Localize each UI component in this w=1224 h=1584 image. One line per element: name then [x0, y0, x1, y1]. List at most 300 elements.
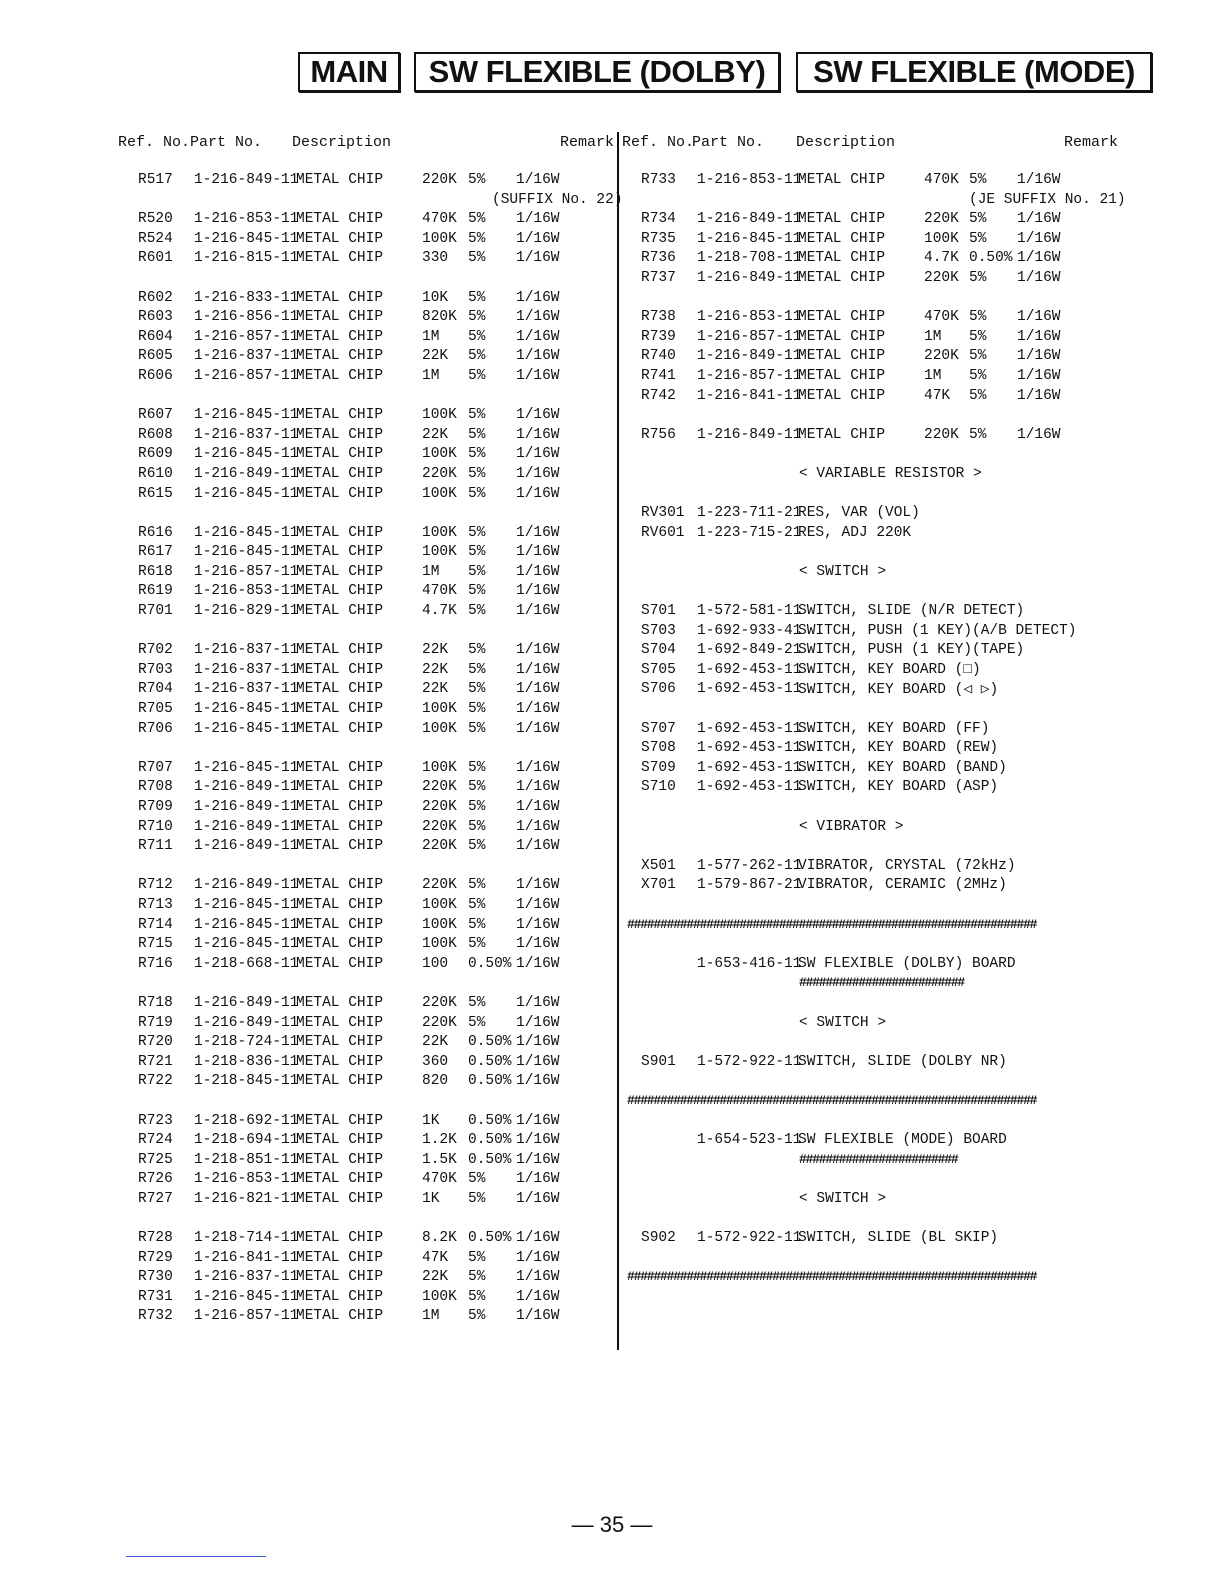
wattage: 1/16W — [516, 936, 560, 953]
part-no: 1-218-708-11 — [697, 250, 802, 267]
tolerance: 5% — [468, 348, 486, 365]
ref-no: R616 — [138, 524, 173, 541]
tolerance: 0.50% — [468, 1132, 512, 1149]
ref-no: RV601 — [641, 524, 685, 541]
value: 220K — [422, 818, 457, 835]
description: METAL CHIP — [296, 485, 384, 502]
tolerance: 5% — [468, 1288, 486, 1305]
ref-no: R701 — [138, 603, 173, 620]
part-no: 1-216-853-11 — [194, 211, 299, 228]
tolerance: 5% — [468, 1171, 486, 1188]
description: METAL CHIP — [296, 1269, 384, 1286]
value: 220K — [422, 994, 457, 1011]
part-row — [0, 603, 617, 623]
value: 1M — [924, 367, 942, 384]
ref-no: R610 — [138, 465, 173, 482]
tolerance: 0.50% — [468, 1073, 512, 1090]
wattage: 1/16W — [516, 446, 560, 463]
page-number: — 35 — — [571, 1512, 653, 1537]
part-row — [0, 290, 617, 310]
wattage: 1/16W — [516, 1053, 560, 1070]
part-row — [619, 858, 1224, 878]
ref-no: R714 — [138, 916, 173, 933]
description: METAL CHIP — [296, 896, 384, 913]
description: SWITCH, KEY BOARD (BAND) — [798, 759, 1007, 776]
ref-no: R606 — [138, 367, 173, 384]
part-row — [0, 1132, 617, 1152]
part-no: 1-216-845-11 — [194, 759, 299, 776]
row-spacer — [619, 838, 1224, 858]
row-spacer — [619, 936, 1224, 956]
tolerance: 5% — [969, 172, 987, 188]
ref-no: R731 — [138, 1288, 173, 1305]
ref-no: R618 — [138, 563, 173, 580]
description: METAL CHIP — [296, 759, 384, 776]
tolerance: 5% — [468, 818, 486, 835]
wattage: 1/16W — [516, 994, 560, 1011]
wattage: 1/16W — [516, 642, 560, 659]
ref-no: S901 — [641, 1053, 676, 1070]
description: SWITCH, KEY BOARD (◁ ▷) — [798, 682, 999, 699]
value: 1M — [422, 328, 440, 345]
tolerance: 5% — [468, 1190, 486, 1207]
value: 100K — [422, 1288, 457, 1305]
part-no: 1-216-849-11 — [194, 818, 299, 835]
ref-no: R706 — [138, 720, 173, 737]
value: 100K — [422, 544, 457, 561]
value: 1K — [422, 1190, 440, 1207]
description: METAL CHIP — [296, 1288, 384, 1305]
part-no: 1-216-845-11 — [194, 524, 299, 541]
ref-no: R704 — [138, 681, 173, 698]
value: 100K — [422, 407, 457, 424]
part-no: 1-216-849-11 — [697, 269, 802, 286]
part-row — [619, 427, 1224, 447]
value: 100K — [422, 936, 457, 953]
parts-list-left — [0, 172, 623, 1328]
tolerance: 5% — [468, 994, 486, 1011]
part-row — [0, 701, 617, 721]
row-spacer — [619, 897, 1224, 917]
ref-no: R615 — [138, 485, 173, 502]
part-row — [0, 544, 617, 564]
wattage: 1/16W — [516, 661, 560, 678]
board-description: SW FLEXIBLE (MODE) BOARD — [798, 1132, 1007, 1149]
header-part-no: Part No. — [190, 134, 263, 151]
wattage: 1/16W — [516, 544, 560, 561]
board-underline-hashes: ######################### — [799, 975, 965, 991]
ref-no: R725 — [138, 1151, 173, 1168]
part-row — [0, 760, 617, 780]
description: METAL CHIP — [798, 426, 886, 443]
header-ref-no: Ref. No. — [622, 134, 695, 151]
tolerance: 0.50% — [969, 250, 1013, 267]
ref-no: R602 — [138, 289, 173, 306]
wattage: 1/16W — [1017, 309, 1061, 326]
part-row — [0, 564, 617, 584]
part-row — [619, 623, 1224, 643]
description: VIBRATOR, CERAMIC (2MHz) — [798, 877, 1007, 894]
description: SWITCH, PUSH (1 KEY)(A/B DETECT) — [798, 622, 1077, 639]
part-row — [0, 1230, 617, 1250]
ref-no: R711 — [138, 838, 173, 855]
part-no: 1-216-845-11 — [194, 916, 299, 933]
description: METAL CHIP — [296, 348, 384, 365]
part-no: 1-216-857-11 — [194, 328, 299, 345]
board-underline-hashes: ######################## — [799, 1151, 958, 1167]
value: 470K — [924, 172, 959, 188]
description: SWITCH, SLIDE (DOLBY NR) — [798, 1053, 1007, 1070]
tolerance: 5% — [468, 563, 486, 580]
separator-row — [619, 1093, 1224, 1113]
wattage: 1/16W — [516, 1308, 560, 1325]
description: METAL CHIP — [296, 1014, 384, 1031]
ref-no: R524 — [138, 230, 173, 247]
description: SWITCH, SLIDE (BL SKIP) — [798, 1230, 999, 1247]
wattage: 1/16W — [1017, 211, 1061, 228]
description: METAL CHIP — [296, 818, 384, 835]
part-no: 1-216-845-11 — [194, 485, 299, 502]
wattage: 1/16W — [516, 465, 560, 482]
part-row — [0, 838, 617, 858]
value: 22K — [422, 348, 449, 365]
board-part-no: 1-654-523-11 — [697, 1132, 802, 1149]
part-no: 1-216-821-11 — [194, 1190, 299, 1207]
section-heading-label: < VARIABLE RESISTOR > — [799, 465, 982, 482]
row-spacer — [619, 1210, 1224, 1230]
wattage: 1/16W — [516, 583, 560, 600]
tolerance: 0.50% — [468, 1034, 512, 1051]
tolerance: 5% — [468, 642, 486, 659]
part-row — [619, 348, 1224, 368]
part-row — [0, 1171, 617, 1191]
description: METAL CHIP — [296, 426, 384, 443]
title-main: MAIN — [298, 52, 400, 92]
part-row — [619, 505, 1224, 525]
part-row — [0, 1073, 617, 1093]
value: 1.5K — [422, 1151, 457, 1168]
header-remark: Remark — [560, 134, 615, 151]
description: METAL CHIP — [296, 1112, 384, 1129]
ref-no: S709 — [641, 759, 676, 776]
remark-note — [0, 191, 623, 212]
description: METAL CHIP — [798, 211, 886, 228]
row-spacer — [0, 270, 617, 290]
value: 22K — [422, 681, 449, 698]
tolerance: 0.50% — [468, 1151, 512, 1168]
separator-row — [619, 917, 1224, 937]
part-no: 1-692-453-11 — [697, 720, 802, 737]
part-row — [0, 681, 617, 701]
description: METAL CHIP — [798, 250, 886, 267]
row-spacer — [619, 290, 1224, 310]
part-row — [0, 583, 617, 603]
wattage: 1/16W — [516, 1288, 560, 1305]
ref-no: R715 — [138, 936, 173, 953]
wattage: 1/16W — [1017, 328, 1061, 345]
value: 470K — [422, 583, 457, 600]
ref-no: R736 — [641, 250, 676, 267]
value: 47K — [924, 387, 951, 404]
board-heading — [619, 956, 1224, 976]
part-no: 1-216-837-11 — [194, 661, 299, 678]
ref-no: R709 — [138, 799, 173, 815]
tolerance: 5% — [468, 799, 486, 815]
tolerance: 5% — [468, 896, 486, 913]
tolerance: 5% — [969, 367, 987, 384]
part-row — [0, 1113, 617, 1133]
value: 100K — [422, 230, 457, 247]
part-no: 1-216-857-11 — [697, 367, 802, 384]
tolerance: 5% — [468, 446, 486, 463]
part-no: 1-218-668-11 — [194, 955, 299, 972]
part-no: 1-216-845-11 — [697, 230, 802, 247]
wattage: 1/16W — [516, 877, 560, 894]
tolerance: 5% — [969, 328, 987, 345]
part-no: 1-216-853-11 — [697, 309, 802, 326]
description: METAL CHIP — [296, 603, 384, 620]
part-row — [619, 1230, 1224, 1250]
ref-no: R712 — [138, 877, 173, 894]
part-no: 1-216-849-11 — [194, 465, 299, 482]
part-row — [0, 721, 617, 741]
part-no: 1-692-453-11 — [697, 681, 802, 698]
part-row — [0, 250, 617, 270]
row-spacer — [619, 1250, 1224, 1270]
description: METAL CHIP — [798, 367, 886, 384]
part-no: 1-216-845-11 — [194, 446, 299, 463]
tolerance: 0.50% — [468, 955, 512, 972]
part-no: 1-216-856-11 — [194, 309, 299, 326]
description: METAL CHIP — [296, 563, 384, 580]
part-row — [0, 1308, 617, 1328]
wattage: 1/16W — [516, 328, 560, 345]
ref-no: R728 — [138, 1230, 173, 1247]
section-heading — [619, 1015, 1224, 1035]
part-row — [0, 819, 617, 839]
value: 220K — [924, 269, 959, 286]
wattage: 1/16W — [1017, 387, 1061, 404]
value: 100K — [422, 759, 457, 776]
ref-no: S706 — [641, 681, 676, 698]
value: 1.2K — [422, 1132, 457, 1149]
description: METAL CHIP — [296, 1171, 384, 1188]
wattage: 1/16W — [1017, 367, 1061, 384]
description: METAL CHIP — [296, 407, 384, 424]
section-heading — [619, 564, 1224, 584]
part-no: 1-218-845-11 — [194, 1073, 299, 1090]
part-row — [619, 662, 1224, 682]
tolerance: 5% — [969, 211, 987, 228]
value: 100K — [422, 524, 457, 541]
value: 470K — [422, 211, 457, 228]
value: 47K — [422, 1249, 449, 1266]
value: 470K — [924, 309, 959, 326]
wattage: 1/16W — [516, 1230, 560, 1247]
description: METAL CHIP — [296, 838, 384, 855]
ref-no: R609 — [138, 446, 173, 463]
value: 220K — [422, 465, 457, 482]
value: 1M — [422, 1308, 440, 1325]
part-no: 1-218-714-11 — [194, 1230, 299, 1247]
wattage: 1/16W — [516, 818, 560, 835]
ref-no: R604 — [138, 328, 173, 345]
tolerance: 5% — [468, 681, 486, 698]
part-no: 1-223-715-21 — [697, 524, 802, 541]
value: 220K — [924, 348, 959, 365]
ref-no: R726 — [138, 1171, 173, 1188]
part-no: 1-572-922-11 — [697, 1230, 802, 1247]
part-no: 1-216-849-11 — [697, 348, 802, 365]
tolerance: 5% — [969, 230, 987, 247]
header-description: Description — [796, 134, 896, 151]
wattage: 1/16W — [516, 916, 560, 933]
part-row — [619, 721, 1224, 741]
description: METAL CHIP — [296, 642, 384, 659]
value: 100K — [422, 896, 457, 913]
value: 22K — [422, 426, 449, 443]
description: METAL CHIP — [296, 172, 384, 188]
row-spacer — [619, 407, 1224, 427]
part-no: 1-216-845-11 — [194, 544, 299, 561]
tolerance: 5% — [468, 661, 486, 678]
section-heading — [619, 819, 1224, 839]
description: METAL CHIP — [296, 955, 384, 972]
tolerance: 5% — [468, 289, 486, 306]
row-spacer — [0, 1210, 617, 1230]
description: METAL CHIP — [296, 465, 384, 482]
part-no: 1-692-453-11 — [697, 661, 802, 678]
value: 100K — [422, 701, 457, 718]
wattage: 1/16W — [516, 759, 560, 776]
description: METAL CHIP — [296, 916, 384, 933]
description: SWITCH, PUSH (1 KEY)(TAPE) — [798, 642, 1025, 659]
wattage: 1/16W — [1017, 426, 1061, 443]
remark-note-text: (SUFFIX No. 22) — [492, 191, 623, 208]
row-spacer — [0, 1093, 617, 1113]
ref-no: R732 — [138, 1308, 173, 1325]
part-no: 1-216-837-11 — [194, 1269, 299, 1286]
part-row — [0, 211, 617, 231]
part-no: 1-216-849-11 — [194, 877, 299, 894]
wattage: 1/16W — [516, 211, 560, 228]
row-spacer — [0, 740, 617, 760]
tolerance: 5% — [468, 916, 486, 933]
part-row — [619, 779, 1224, 799]
board-heading — [619, 1132, 1224, 1152]
value: 100K — [924, 230, 959, 247]
row-spacer — [619, 1113, 1224, 1133]
wattage: 1/16W — [1017, 172, 1061, 188]
value: 1M — [422, 563, 440, 580]
part-row — [0, 1015, 617, 1035]
remark-note — [619, 192, 1224, 212]
part-no: 1-216-833-11 — [194, 289, 299, 306]
value: 220K — [422, 1014, 457, 1031]
part-no: 1-216-837-11 — [194, 681, 299, 698]
row-spacer — [0, 975, 617, 995]
tolerance: 5% — [468, 936, 486, 953]
part-no: 1-216-845-11 — [194, 230, 299, 247]
part-no: 1-216-849-11 — [194, 779, 299, 796]
row-spacer — [0, 623, 617, 643]
description: METAL CHIP — [296, 936, 384, 953]
part-no: 1-218-692-11 — [194, 1112, 299, 1129]
part-no: 1-692-453-11 — [697, 759, 802, 776]
row-spacer — [619, 701, 1224, 721]
part-row — [619, 603, 1224, 623]
description: METAL CHIP — [296, 524, 384, 541]
ref-no: R741 — [641, 367, 676, 384]
board-description: SW FLEXIBLE (DOLBY) BOARD — [798, 955, 1016, 972]
description: RES, ADJ 220K — [798, 524, 912, 541]
tolerance: 5% — [969, 426, 987, 443]
value: 100K — [422, 916, 457, 933]
ref-no: R740 — [641, 348, 676, 365]
part-no: 1-579-867-21 — [697, 877, 802, 894]
part-row — [0, 172, 617, 192]
value: 22K — [422, 642, 449, 659]
part-row — [0, 1034, 617, 1054]
ref-no: R702 — [138, 642, 173, 659]
ref-no: R729 — [138, 1249, 173, 1266]
part-row — [0, 936, 617, 956]
section-heading — [619, 1191, 1224, 1211]
value: 1M — [924, 328, 942, 345]
row-spacer — [619, 544, 1224, 564]
part-no: 1-218-836-11 — [194, 1053, 299, 1070]
ref-no: R517 — [138, 172, 173, 188]
part-no: 1-216-849-11 — [194, 799, 299, 815]
value: 220K — [422, 838, 457, 855]
ref-no: X501 — [641, 857, 676, 874]
value: 330 — [422, 250, 449, 267]
tolerance: 5% — [468, 250, 486, 267]
ref-no: R727 — [138, 1190, 173, 1207]
part-row — [0, 486, 617, 506]
tolerance: 5% — [468, 838, 486, 855]
value: 22K — [422, 1269, 449, 1286]
tolerance: 5% — [969, 309, 987, 326]
value: 100K — [422, 446, 457, 463]
row-spacer — [619, 1171, 1224, 1191]
description: VIBRATOR, CRYSTAL (72kHz) — [798, 857, 1016, 874]
tolerance: 5% — [468, 720, 486, 737]
tolerance: 5% — [468, 367, 486, 384]
wattage: 1/16W — [516, 779, 560, 796]
tolerance: 5% — [468, 465, 486, 482]
part-row — [619, 760, 1224, 780]
part-row — [619, 250, 1224, 270]
header-ref-no: Ref. No. — [118, 134, 191, 151]
part-row — [0, 427, 617, 447]
part-row — [0, 231, 617, 251]
part-row — [0, 368, 617, 388]
part-no: 1-216-849-11 — [194, 994, 299, 1011]
description: METAL CHIP — [296, 583, 384, 600]
wattage: 1/16W — [516, 348, 560, 365]
ref-no: R608 — [138, 426, 173, 443]
part-row — [619, 309, 1224, 329]
part-no: 1-216-857-11 — [194, 1308, 299, 1325]
wattage: 1/16W — [516, 1249, 560, 1266]
value: 4.7K — [924, 250, 959, 267]
title-sw-flexible-dolby: SW FLEXIBLE (DOLBY) — [414, 52, 780, 92]
description: METAL CHIP — [798, 348, 886, 365]
part-no: 1-216-841-11 — [697, 387, 802, 404]
part-no: 1-216-829-11 — [194, 603, 299, 620]
tolerance: 5% — [468, 426, 486, 443]
